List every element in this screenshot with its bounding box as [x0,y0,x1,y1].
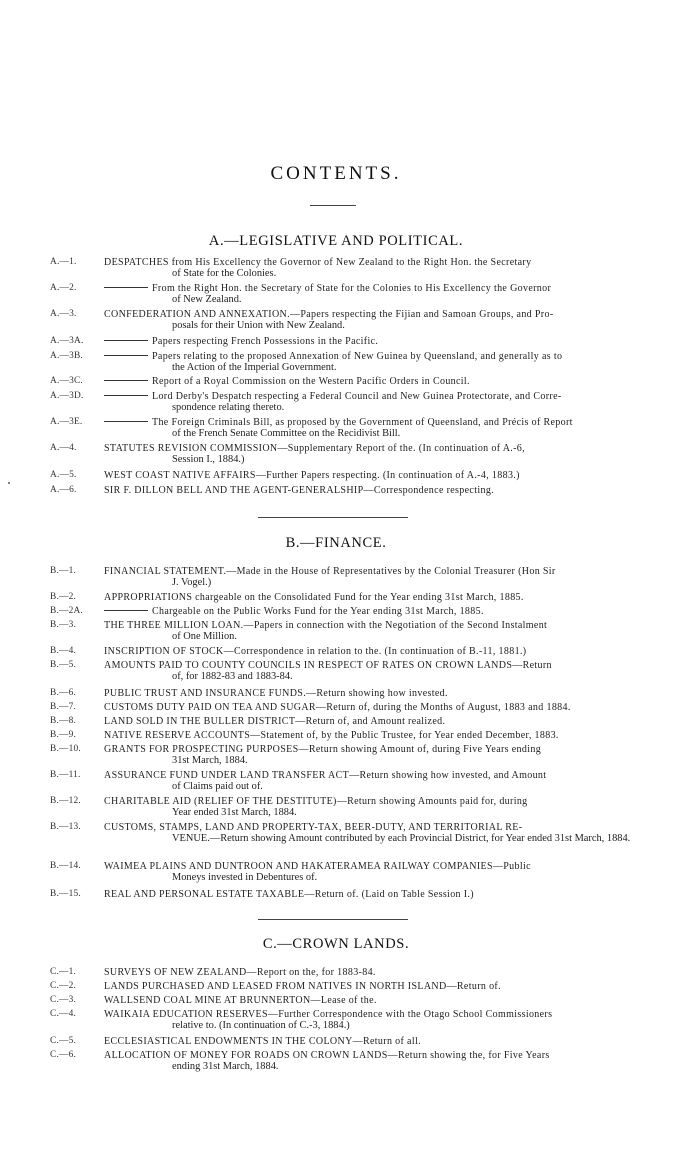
entry-line-2: posals for their Union with New Zealand. [172,320,345,332]
entry-line-1 [104,443,690,454]
entry-line-1 [104,716,690,727]
entry-line-2: of Claims paid out of. [172,781,263,793]
entry-code: C.—5. [50,1036,77,1046]
entry-line-1-text: ECCLESIASTICAL ENDOWMENTS IN THE COLONY—Return of all. [104,1036,421,1047]
page-title: CONTENTS. [270,163,402,184]
entry-line-1-text: The Foreign Criminals Bill, as proposed by the Government of Queensland, and Précis of Report [152,417,573,428]
entry-code: C.—1. [50,967,77,977]
entry-line-1-text: PUBLIC TRUST AND INSURANCE FUNDS.—Return showing how invested. [104,688,448,699]
entry-line-1 [104,967,690,978]
entry-line-1 [104,485,690,496]
entry-line-1 [104,376,690,387]
entry-line-2: of One Million. [172,631,237,643]
entry-line-1-text: STATUTES REVISION COMMISSION—Supplementary Report of the. (In continuation of A.-6, [104,443,525,454]
entry-code: C.—2. [50,981,77,991]
section-heading-b: B.—FINANCE. [285,535,387,551]
entry-line-1 [104,283,690,294]
entry-line-2: of New Zealand. [172,294,242,306]
entry-line-1-text: ALLOCATION OF MONEY FOR ROADS ON CROWN LANDS—Return showing the, for Five Years [104,1050,550,1061]
entry-code: B.—6. [50,688,77,698]
ditto-dash [104,421,148,422]
ditto-dash [104,610,148,611]
entry-line-1-text: WEST COAST NATIVE AFFAIRS—Further Papers respecting. (In continuation of A.-4, 1883.) [104,470,520,481]
entry-text [104,981,690,992]
entry-line-1 [104,822,690,833]
entry-text [104,417,690,439]
entry-line-2: Moneys invested in Debentures of. [172,872,318,884]
entry-code: A.—1. [50,257,77,267]
entry-text [104,770,690,792]
entry-line-1-text: REAL AND PERSONAL ESTATE TAXABLE—Return of. (Laid on Table Session I.) [104,889,474,900]
entry-text [104,391,690,413]
entry-text [104,730,690,741]
entry-line-1 [104,417,690,428]
entry-line-1 [104,646,690,657]
entry-code: B.—15. [50,889,81,899]
entry-line-1 [104,889,690,900]
entry-code: A.—3C. [50,376,83,386]
entry-text [104,716,690,727]
entry-line-2: the Action of the Imperial Government. [172,362,337,374]
entry-line-1 [104,566,690,577]
entry-line-1-text: CUSTOMS DUTY PAID ON TEA AND SUGAR—Return of, during the Months of August, 1883 and 1884. [104,702,571,713]
entry-text [104,744,690,766]
entry-line-1-text: GRANTS FOR PROSPECTING PURPOSES—Return showing Amount of, during Five Years ending [104,744,542,755]
entry-line-1 [104,470,690,481]
entry-line-1-text: DESPATCHES from His Excellency the Governor of New Zealand to the Right Hon. the Secretary [104,257,532,268]
entry-text [104,376,690,387]
entry-line-1-text: CONFEDERATION AND ANNEXATION.—Papers respecting the Fijian and Samoan Groups, and Pro- [104,309,554,320]
entry-text [104,995,690,1006]
entry-line-2: J. Vogel.) [172,577,212,589]
section-heading-a: A.—LEGISLATIVE AND POLITICAL. [208,233,464,249]
entry-code: C.—4. [50,1009,77,1019]
entry-line-1-text: LANDS PURCHASED AND LEASED FROM NATIVES IN NORTH ISLAND—Return of. [104,981,501,992]
entry-line-1 [104,351,690,362]
entry-line-2: relative to. (In continuation of C.-3, 1884.) [172,1020,350,1032]
entry-text [104,592,690,603]
entry-line-1-text: From the Right Hon. the Secretary of State for the Colonies to His Excellency the Governor [152,283,552,294]
entry-code: B.—1. [50,566,77,576]
entry-text [104,861,690,883]
entry-line-1-text: WAIMEA PLAINS AND DUNTROON AND HAKATERAMEA RAILWAY COMPANIES—Public [104,861,531,872]
entry-line-1-text: INSCRIPTION OF STOCK—Correspondence in relation to the. (In continuation of B.-11, 1881.) [104,646,527,657]
entry-code: A.—3B. [50,351,83,361]
entry-code: B.—2A. [50,606,83,616]
entry-code: A.—4. [50,443,77,453]
entry-code: A.—3E. [50,417,83,427]
entry-line-1-text: Report of a Royal Commission on the Western Pacific Orders in Council. [152,376,470,387]
entry-line-1-text: Chargeable on the Public Works Fund for the Year ending 31st March, 1885. [152,606,484,617]
entry-line-1-text: NATIVE RESERVE ACCOUNTS—Statement of, by the Public Trustee, for Year ended December, 1883. [104,730,559,741]
entry-code: B.—3. [50,620,77,630]
entry-code: A.—3. [50,309,77,319]
section-divider-a-b [258,517,408,518]
entry-line-2: Session I., 1884.) [172,454,245,466]
entry-line-1 [104,796,690,807]
entry-line-1-text: Papers respecting French Possessions in the Pacific. [152,336,379,347]
entry-line-2: spondence relating thereto. [172,402,285,414]
entry-code: B.—12. [50,796,81,806]
entry-line-1-text: THE THREE MILLION LOAN.—Papers in connection with the Negotiation of the Second Instalment [104,620,548,631]
entry-line-1 [104,1009,690,1020]
entry-line-1 [104,336,690,347]
entry-line-1 [104,606,690,617]
entry-text [104,309,690,331]
entry-line-1 [104,861,690,872]
ditto-dash [104,395,148,396]
entry-text [104,1009,690,1031]
entry-line-1 [104,309,690,320]
entry-line-1 [104,981,690,992]
entry-code: B.—4. [50,646,77,656]
entry-code: C.—6. [50,1050,77,1060]
entry-line-2: VENUE.—Return showing Amount contributed by each Provincial District, for Year ended 31st March, 1884. [172,833,631,845]
entry-text [104,702,690,713]
entry-line-1 [104,257,690,268]
entry-code: A.—2. [50,283,77,293]
entry-text [104,646,690,657]
entry-text [104,889,690,900]
entry-text [104,796,690,818]
entry-text [104,1036,690,1047]
entry-line-1 [104,688,690,699]
entry-line-1 [104,1050,690,1061]
entry-line-1 [104,995,690,1006]
entry-line-1-text: LAND SOLD IN THE BULLER DISTRICT—Return of, and Amount realized. [104,716,446,727]
entry-text [104,336,690,347]
ditto-dash [104,287,148,288]
entry-text [104,606,690,617]
entry-line-1-text: Lord Derby's Despatch respecting a Federal Council and New Guinea Protectorate, and Corre- [152,391,562,402]
entry-code: B.—5. [50,660,77,670]
entry-line-1-text: WALLSEND COAL MINE AT BRUNNERTON—Lease of the. [104,995,377,1006]
entry-line-1-text: SIR F. DILLON BELL AND THE AGENT-GENERALSHIP—Correspondence respecting. [104,485,495,496]
entry-line-1-text: APPROPRIATIONS chargeable on the Consolidated Fund for the Year ending 31st March, 1885. [104,592,524,603]
entry-line-1 [104,391,690,402]
entry-text [104,620,690,642]
entry-line-2: ending 31st March, 1884. [172,1061,279,1073]
entry-code: B.—9. [50,730,77,740]
entry-line-2: Year ended 31st March, 1884. [172,807,297,819]
title-rule [310,205,356,206]
entry-line-1 [104,660,690,671]
entry-text [104,351,690,373]
entry-line-1-text: FINANCIAL STATEMENT.—Made in the House of Representatives by the Colonial Treasurer (Hon Sir [104,566,556,577]
entry-text [104,257,690,279]
entry-line-1-text: AMOUNTS PAID TO COUNTY COUNCILS IN RESPECT OF RATES ON CROWN LANDS—Return [104,660,552,671]
entry-code: B.—14. [50,861,81,871]
entry-text [104,443,690,465]
entry-line-1 [104,1036,690,1047]
entry-code: A.—5. [50,470,77,480]
entry-code: B.—2. [50,592,77,602]
entry-line-1-text: ASSURANCE FUND UNDER LAND TRANSFER ACT—Return showing how invested, and Amount [104,770,547,781]
entry-line-1 [104,744,690,755]
entry-code: B.—7. [50,702,77,712]
entry-code: A.—3A. [50,336,84,346]
entry-code: B.—11. [50,770,81,780]
entry-line-2: of the French Senate Committee on the Recidivist Bill. [172,428,401,440]
entry-line-1-text: SURVEYS OF NEW ZEALAND—Report on the, for 1883-84. [104,967,376,978]
entry-text [104,967,690,978]
entry-code: A.—6. [50,485,77,495]
section-heading-c: C.—CROWN LANDS. [262,936,410,952]
ditto-dash [104,340,148,341]
entry-line-1 [104,730,690,741]
entry-line-1 [104,620,690,631]
entry-text [104,688,690,699]
entry-line-1 [104,770,690,781]
entry-text [104,485,690,496]
entry-code: A.—3D. [50,391,84,401]
entry-text [104,1050,690,1072]
entry-line-2: of, for 1882-83 and 1883-84. [172,671,293,683]
ditto-dash [104,355,148,356]
entry-text [104,822,690,844]
margin-mark [8,482,10,484]
entry-line-1-text: WAIKAIA EDUCATION RESERVES—Further Correspondence with the Otago School Commissioners [104,1009,553,1020]
entry-code: C.—3. [50,995,77,1005]
entry-line-1 [104,702,690,713]
ditto-dash [104,380,148,381]
entry-line-2: 31st March, 1884. [172,755,248,767]
entry-line-1-text: CUSTOMS, STAMPS, LAND AND PROPERTY-TAX, BEER-DUTY, AND TERRITORIAL RE- [104,822,523,833]
entry-text [104,470,690,481]
entry-code: B.—8. [50,716,77,726]
section-divider-b-c [258,919,408,920]
entry-line-1-text: CHARITABLE AID (RELIEF OF THE DESTITUTE)—Return showing Amounts paid for, during [104,796,528,807]
entry-text [104,660,690,682]
entry-line-1 [104,592,690,603]
entry-line-1-text: Papers relating to the proposed Annexation of New Guinea by Queensland, and generally as to [152,351,563,362]
entry-text [104,283,690,305]
entry-code: B.—10. [50,744,81,754]
entry-text [104,566,690,588]
entry-line-2: of State for the Colonies. [172,268,277,280]
entry-code: B.—13. [50,822,81,832]
